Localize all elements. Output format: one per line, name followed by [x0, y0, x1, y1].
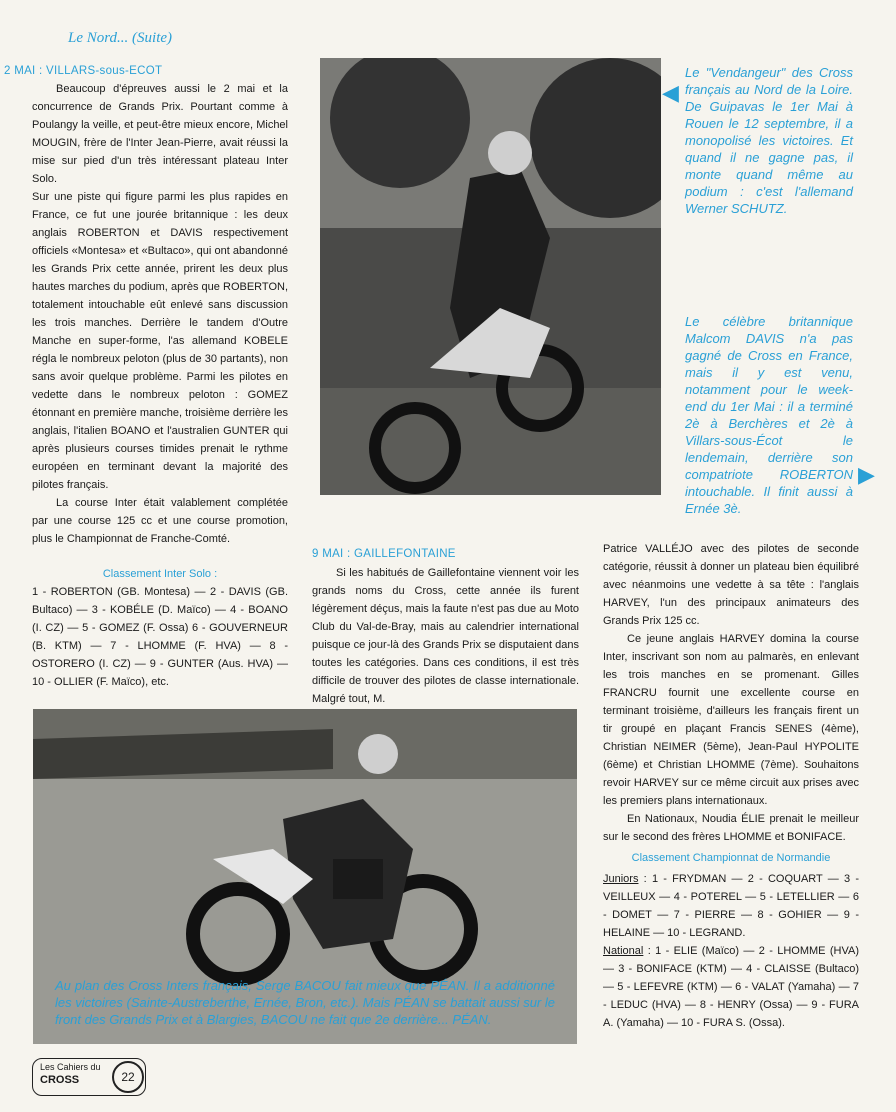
- caption-top: Le "Vendangeur" des Cross français au Nord de la Loire. De Guipavas le 1er Mai à Rouen le 12 septembre, il a monopolisé les victoires. Et quand il ne gagne pas, il monte quand même au podium : c'est l'allemand Werner SCHUTZ.: [685, 65, 853, 216]
- national-label: National: [603, 945, 644, 957]
- paragraph: Beaucoup d'épreuves aussi le 2 mai et la concurrence de Grands Prix. Pourtant comme à Poulangy la veille, et peut-être mieux encore, Michel MOUGIN, frère de l'Inter Jean-Pierre, avait réussi la mise sur pied d'un très intéressant plateau Inter Solo.: [32, 83, 288, 185]
- caption-bottom: Au plan des Cross Inters français, Serge BACOU fait mieux que PÉAN. Il a additionné les victoires (Sainte-Austreberthe, Ernée, Bron, etc.). Mais PÉAN se battait aussi sur le front des Grands Prix et à Blargies, BACOU ne fait que 2e derrière... PÉAN.: [55, 978, 555, 1027]
- paragraph: Sur une piste qui figure parmi les plus rapides en France, ce fut une jourée britannique : les deux anglais ROBERTON et DAVIS respectivement officiels «Montesa» et «Bultaco», qui ont abandonné les Grands Prix cette année, prirent les deux plus hautes marches du podium, après que ROBERTON, totalement intouchable eût enlevé sans discussion les trois manches. Derrière le tandem d'Outre Manche en super-forme, l'as allemand KOBELE régla le nombreux peloton (plus de 30 partants), non sans avoir quelque problème. Parmi les pilotes en vedette dans le nombreux peloton : GOMEZ étonnant en première manche, troisième derrière les anglais, l'italien BOANO et l'australien GUNTER qui après plusieurs courses timides prenait le rythme européen en terminant devant la majorité des pilotes français.: [32, 191, 288, 491]
- section-heading-villars: 2 MAI : VILLARS-sous-ECOT: [4, 65, 163, 77]
- arrow-right-icon: ▶: [858, 462, 875, 487]
- section-heading-gaillefontaine: 9 MAI : GAILLEFONTAINE: [312, 548, 456, 560]
- paragraph: Si les habitués de Gaillefontaine viennent voir les grands noms du Cross, cette année ils furent légèrement déçus, mais la faute n'est pas due au Moto Club du Val-de-Bray, mais au calendrier international puisque ce jour-là des Grands Prix se disputaient dans toutes les catégories. Dans ces conditions, il est très difficile de trouver des pilotes de classe internationale. Malgré tout, M.: [312, 567, 579, 705]
- classement-normandie-title: Classement Championnat de Normandie: [631, 852, 831, 864]
- page-header: Le Nord... (Suite): [68, 30, 173, 46]
- classement-inter-solo: 1 - ROBERTON (GB. Montesa) — 2 - DAVIS (GB. Bultaco) — 3 - KOBÉLE (D. Maïco) — 4 - BOANO (I. CZ) — 5 - GOMEZ (F. Ossa) 6 - GOUVERNEUR (B. KTM) — 7 - LHOMME (F. HVA) — 8 - OSTORERO (I. CZ) — 9 - GUNTER (Aus. HVA) — 10 - OLLIER (F. Maïco), etc.: [32, 586, 288, 688]
- classement-inter-solo-title: Classement Inter Solo :: [102, 568, 218, 580]
- page-number: 22: [112, 1061, 144, 1093]
- caption-middle: Le célèbre britannique Malcom DAVIS n'a pas gagné de Cross en France, mais il y est venu, notamment pour le week-end du 1er Mai : il a terminé 2è à Berchères et 2è à Villars-sous-Écot le lendemain, derrière son compatriote ROBERTON intouchable. Il finit aussi à Ernée 3è.: [685, 314, 853, 516]
- arrow-left-icon: ◀: [662, 80, 679, 105]
- national-results: : 1 - ELIE (Maïco) — 2 - LHOMME (HVA) — 3 - BONIFACE (KTM) — 4 - CLAISSE (Bultaco) — 5 - LEFEVRE (KTM) — 6 - VALAT (Yamaha) — 7 - LEDUC (HVA) — 8 - HENRY (Ossa) — 9 - FURA A. (Yamaha) — 10 - FURA S. (Ossa).: [603, 945, 859, 1029]
- juniors-label: Juniors: [603, 873, 639, 885]
- paragraph: La course Inter était valablement complétée par une course 125 cc et une course promotion, plus le Championnat de Franche-Comté.: [32, 497, 288, 545]
- paragraph: En Nationaux, Noudia ÉLIE prenait le meilleur sur le second des frères LHOMME et BONIFACE.: [603, 813, 859, 843]
- section-gaillefontaine-text: [312, 564, 579, 708]
- paragraph: Patrice VALLÉJO avec des pilotes de seconde catégorie, réussit à donner un plateau bien équilibré avec néanmoins une vedette à sa tête : l'anglais HARVEY, l'un des principaux animateurs des Grands Prix 125 cc.: [603, 543, 859, 627]
- photo-werner-schutz: [320, 58, 661, 495]
- classement-national: [603, 942, 859, 1032]
- publication-name-line1: Les Cahiers du: [40, 1062, 101, 1072]
- section-villars-text: [32, 80, 288, 548]
- juniors-results: : 1 - FRYDMAN — 2 - COQUART — 3 - VEILLEUX — 4 - POTEREL — 5 - LETELLIER — 6 - DOMET — 7 - PIERRE — 8 - GOHIER — 9 - HELAINE — 10 - LEGRAND.: [603, 873, 859, 939]
- publication-name-line2: CROSS: [40, 1074, 80, 1086]
- paragraph: Ce jeune anglais HARVEY domina la course Inter, inscrivant son nom au palmarès, en enlevant les trois manches en se promenant. Gilles FRANCRU fournit une excellente course en terminant troisième, d'ailleurs les français firent un tir groupé en plaçant Francis SENES (4ème), Christian NEIMER (5ème), Jean-Paul HYPOLITE (6ème) et Christian LHOMME (7ème). Souhaitons revoir HARVEY sur ce même circuit aux prises avec les premiers plans internationaux.: [603, 633, 859, 807]
- section-harvey-text: [603, 540, 859, 846]
- classement-juniors: [603, 870, 859, 942]
